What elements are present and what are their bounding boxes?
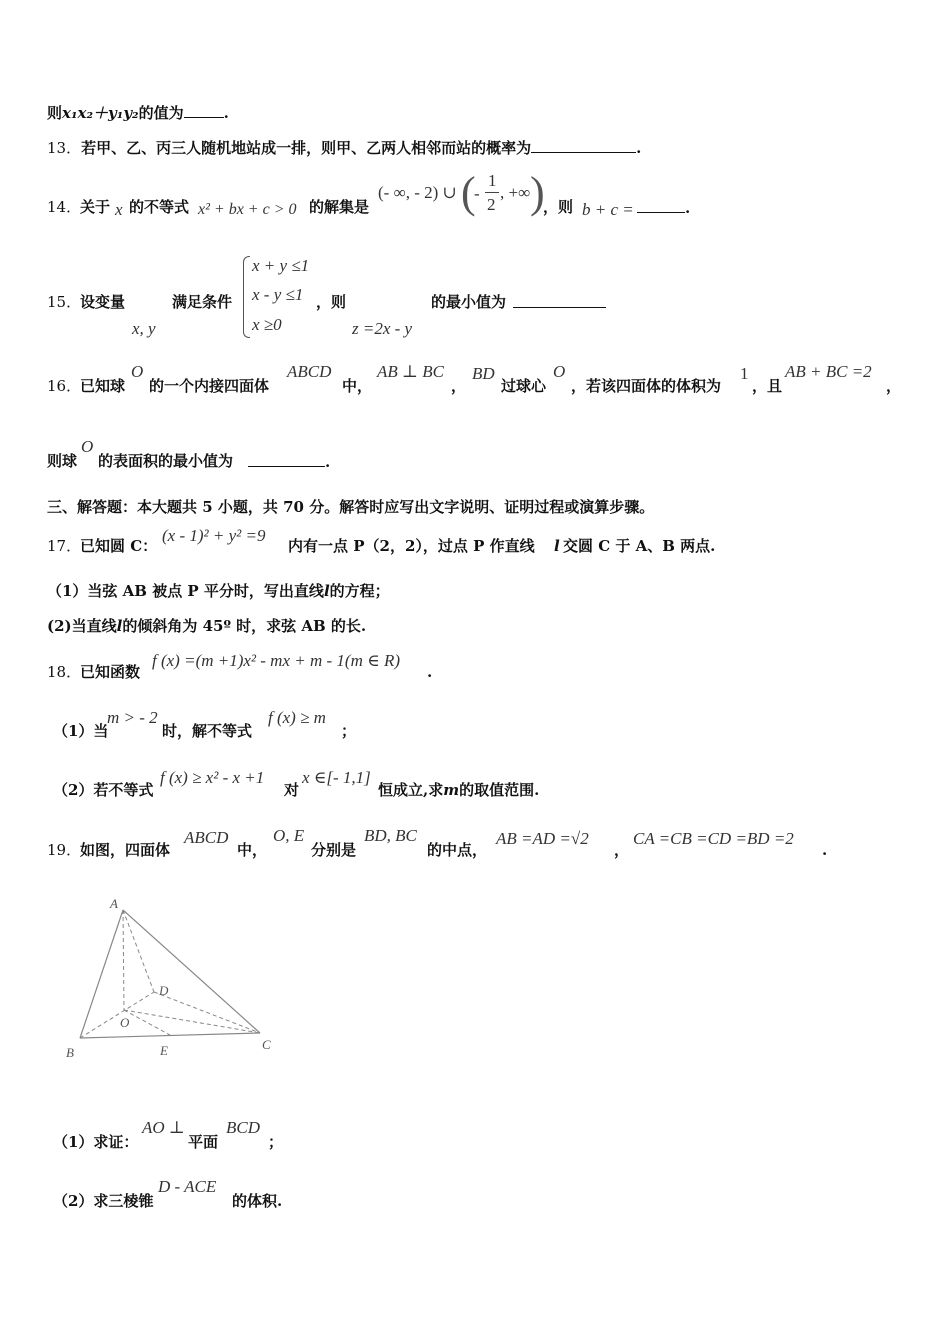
period: . bbox=[325, 453, 331, 471]
math-perpendicular: AB ⊥ BC bbox=[377, 362, 444, 381]
line-l: l bbox=[554, 537, 560, 555]
constraint-2: x - y ≤1 bbox=[252, 285, 304, 304]
question-text: ，则 bbox=[543, 198, 574, 216]
label-E: E bbox=[160, 1043, 168, 1058]
question-text: 则球 bbox=[47, 452, 78, 470]
period: . bbox=[636, 139, 642, 157]
line-l: l bbox=[323, 582, 330, 600]
part-text bbox=[378, 781, 539, 799]
function-definition: f (x) =(m +1)x² - mx + m - 1(m ∈ R) bbox=[152, 651, 400, 670]
part-text: 的取值范围. bbox=[459, 781, 540, 799]
question-number: 18． bbox=[47, 663, 82, 681]
label-O: O bbox=[120, 1015, 130, 1030]
question-text: 已知函数 bbox=[80, 663, 141, 681]
edge-AD bbox=[123, 910, 154, 992]
question-text: 的解集是 bbox=[309, 198, 370, 216]
question-text: 关于 bbox=[80, 198, 111, 216]
question-text: 如图，四面体 bbox=[80, 841, 171, 859]
period: . bbox=[223, 104, 229, 122]
math-sphere-O: O bbox=[81, 437, 94, 456]
part-text: 对 bbox=[284, 781, 300, 799]
condition: m > - 2 bbox=[107, 708, 158, 727]
question-text: 的最小值为 bbox=[431, 293, 507, 311]
section-heading: 三、解答题：本大题共 5 小题，共 70 分。解答时应写出文字说明、证明过程或演算步骤。 bbox=[47, 498, 655, 516]
math-inequality: x² + bx + c > 0 bbox=[198, 201, 297, 218]
param-m: m bbox=[443, 781, 460, 799]
part-text: 的倾斜角为 45º 时，求弦 AB 的长. bbox=[122, 617, 367, 635]
question-text: ， bbox=[451, 377, 467, 395]
math-expression: b + c = bbox=[582, 200, 634, 219]
part-text: 恒成立,求 bbox=[378, 781, 444, 799]
question-text: 的不等式 bbox=[129, 198, 190, 216]
math-volume: 1 bbox=[740, 364, 749, 383]
question-number: 13． bbox=[47, 139, 82, 157]
math-variable: x bbox=[115, 200, 123, 219]
question-text: 交圆 C 于 A、B 两点. bbox=[563, 537, 716, 555]
answer-blank bbox=[513, 293, 606, 308]
question-number: 19． bbox=[47, 841, 82, 859]
edge-DC bbox=[154, 992, 260, 1033]
question-text: 若甲、乙、丙三人随机地站成一排，则甲、乙两人相邻而站的概率为 bbox=[81, 139, 532, 157]
q17-part-1 bbox=[47, 582, 390, 600]
math-BD: BD bbox=[472, 364, 495, 383]
question-text: 已知球 bbox=[80, 377, 126, 395]
fraction-bar bbox=[485, 192, 499, 193]
fraction-denominator: 2 bbox=[487, 195, 496, 214]
part-text: （1）当弦 AB 被点 P 平分时，写出直线 bbox=[47, 582, 324, 600]
math-set: , +∞ bbox=[500, 183, 531, 202]
question-text: 设变量 bbox=[80, 293, 126, 311]
math-plane: BCD bbox=[226, 1118, 260, 1137]
part-text: ； bbox=[268, 1133, 284, 1151]
label-D: D bbox=[159, 983, 169, 998]
question-text: 过球心 bbox=[501, 377, 547, 395]
question-number: 14． bbox=[47, 198, 82, 216]
question-text: 分别是 bbox=[311, 841, 357, 859]
math-tetrahedron: ABCD bbox=[287, 362, 332, 381]
label-C: C bbox=[262, 1037, 271, 1052]
part-text: （2）求三棱锥 bbox=[53, 1192, 154, 1210]
question-text: 的中点， bbox=[427, 841, 488, 859]
part-text: （1）求证： bbox=[53, 1133, 139, 1151]
math-sphere-O: O bbox=[131, 362, 144, 381]
question-13 bbox=[47, 138, 641, 157]
question-text: ，若该四面体的体积为 bbox=[571, 377, 722, 395]
q12-text: 的值为 bbox=[138, 104, 184, 122]
question-text: 满足条件 bbox=[172, 293, 233, 311]
math-equation: CA =CB =CD =BD =2 bbox=[633, 829, 794, 848]
question-number: 16． bbox=[47, 377, 82, 395]
answer-blank bbox=[637, 198, 685, 213]
question-text: ， bbox=[886, 377, 902, 395]
answer-blank bbox=[248, 452, 325, 467]
edge-BC bbox=[80, 1033, 260, 1038]
math-set: (- ∞, - 2) ∪ bbox=[378, 183, 457, 202]
label-B: B bbox=[66, 1045, 74, 1060]
answer-blank bbox=[531, 138, 636, 153]
period: . bbox=[427, 663, 433, 681]
constraint-1: x + y ≤1 bbox=[252, 256, 310, 275]
left-paren: ( bbox=[461, 168, 476, 217]
question-text: 已知圆 C： bbox=[80, 537, 158, 555]
math-center-O: O bbox=[553, 362, 566, 381]
fraction-numerator: 1 bbox=[488, 171, 497, 190]
answer-blank bbox=[184, 103, 224, 118]
inequality: f (x) ≥ m bbox=[268, 708, 326, 727]
circle-equation: (x - 1)² + y² =9 bbox=[162, 526, 266, 545]
part-text: 的体积. bbox=[232, 1192, 283, 1210]
range: x ∈[- 1,1] bbox=[302, 768, 371, 787]
question-text: 的一个内接四面体 bbox=[149, 377, 270, 395]
question-text: ，且 bbox=[752, 377, 783, 395]
math-tetrahedron: ABCD bbox=[184, 828, 229, 847]
part-text: 时，解不等式 bbox=[162, 722, 253, 740]
question-text: ， bbox=[614, 841, 630, 859]
part-text: 平面 bbox=[188, 1133, 219, 1151]
line-l: l bbox=[116, 617, 123, 635]
math-sign: - bbox=[474, 184, 480, 203]
label-A: A bbox=[110, 896, 118, 911]
question-text: ，则 bbox=[316, 293, 347, 311]
part-text: ； bbox=[341, 722, 357, 740]
right-paren: ) bbox=[530, 168, 545, 217]
math-expression: AO ⊥ bbox=[142, 1118, 185, 1137]
objective-function: z =2x - y bbox=[352, 319, 413, 338]
edge-AC bbox=[123, 910, 260, 1033]
part-text: (2)当直线 bbox=[47, 617, 117, 635]
math-points: O, E bbox=[273, 826, 305, 845]
question-number: 15． bbox=[47, 293, 82, 311]
question-text: 内有一点 P（2，2），过点 P 作直线 bbox=[288, 537, 535, 555]
q12-expression: x₁x₂＋y₁y₂ bbox=[62, 104, 139, 122]
part-text: （2）若不等式 bbox=[53, 781, 154, 799]
period: . bbox=[685, 199, 691, 217]
math-variables: x, y bbox=[132, 319, 156, 338]
math-segments: BD, BC bbox=[364, 826, 417, 845]
tetrahedron-figure bbox=[60, 892, 290, 1072]
constraint-3: x ≥0 bbox=[252, 315, 282, 334]
edge-AB bbox=[80, 910, 123, 1038]
question-text: 的表面积的最小值为 bbox=[98, 452, 234, 470]
question-number: 17． bbox=[47, 537, 82, 555]
q12-tail-line bbox=[47, 103, 229, 122]
inequality: f (x) ≥ x² - x +1 bbox=[160, 768, 265, 787]
period: . bbox=[822, 841, 828, 859]
edge-BD bbox=[80, 992, 154, 1038]
math-expression: D - ACE bbox=[158, 1177, 217, 1196]
segment-AO bbox=[123, 910, 124, 1010]
question-text: 中， bbox=[237, 841, 268, 859]
system-brace bbox=[243, 256, 250, 338]
part-text: 的方程； bbox=[329, 582, 390, 600]
q12-text: 则 bbox=[47, 104, 63, 122]
math-equation: AB =AD =√2 bbox=[496, 829, 589, 848]
part-text: （1）当 bbox=[53, 722, 109, 740]
math-sum: AB + BC =2 bbox=[785, 362, 872, 381]
question-text: 中， bbox=[342, 377, 373, 395]
q17-part-2 bbox=[47, 617, 366, 635]
